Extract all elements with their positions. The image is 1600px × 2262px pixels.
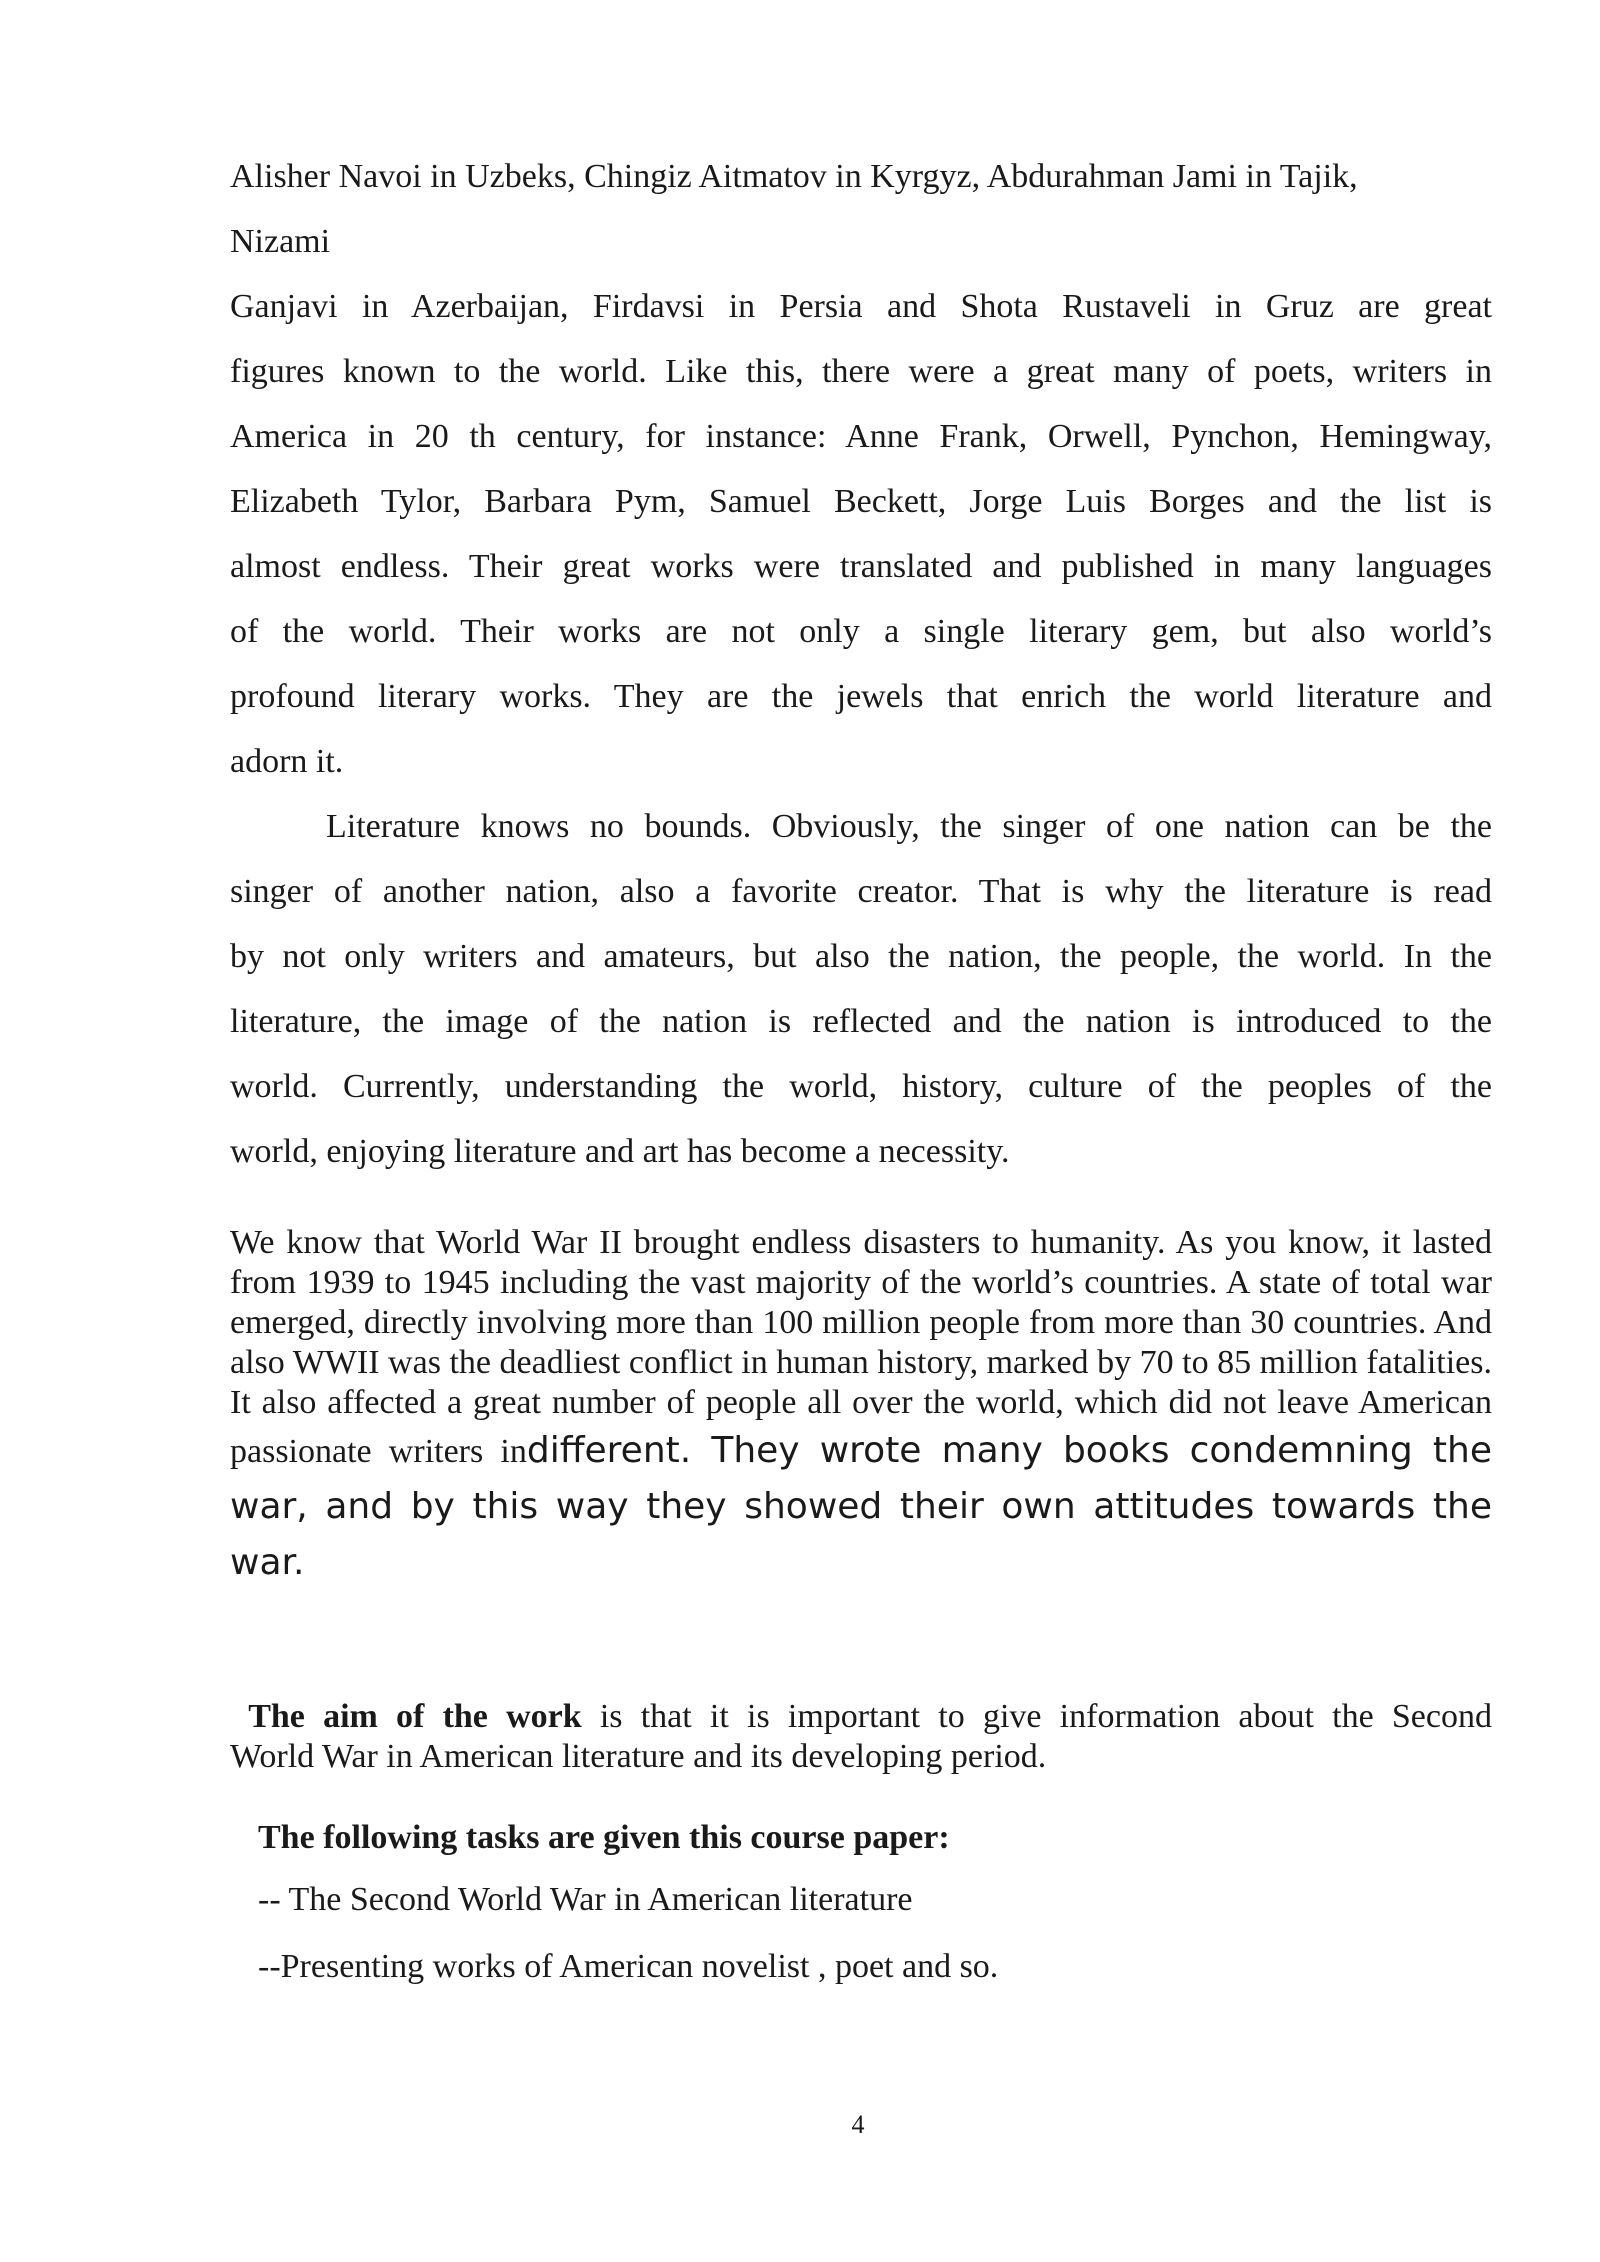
war-paragraph-serif-text: We know that World War II brought endless disasters to humanity. As you know, it lasted from 1939 to 1945 including the vast majority of the world’s countries. A state of total war emerged, directly involving more than 100 million people from more than 30 countries. And also WWII was the deadliest conflict in human history, marked by 70 to 85 million fatalities. It also affected a great number of people all over the world, which did not leave American passionate writers in — [230, 1224, 1492, 1470]
literature-line-3: by not only writers and amateurs, but also the nation, the people, the world. In the — [230, 938, 1492, 975]
intro-line-2: Nizami — [230, 223, 331, 260]
literature-line-6: world, enjoying literature and art has become a necessity. — [230, 1133, 1010, 1170]
intro-line-5: America in 20 th century, for instance: Anne Frank, Orwell, Pynchon, Hemingway, — [230, 418, 1492, 455]
aim-line-1 — [230, 1697, 1492, 1737]
tasks-heading: The following tasks are given this course paper: — [258, 1819, 950, 1856]
literature-line-5: world. Currently, understanding the world, history, culture of the peoples of the — [230, 1068, 1492, 1105]
intro-line-7: almost endless. Their great works were translated and published in many languages — [230, 548, 1492, 585]
intro-line-6: Elizabeth Tylor, Barbara Pym, Samuel Beckett, Jorge Luis Borges and the list is — [230, 483, 1492, 520]
page-number: 4 — [851, 2110, 865, 2139]
literature-line-4: literature, the image of the nation is reflected and the nation is introduced to the — [230, 1003, 1492, 1040]
intro-line-3: Ganjavi in Azerbaijan, Firdavsi in Persia and Shota Rustaveli in Gruz are great — [230, 288, 1492, 325]
intro-line-9: profound literary works. They are the jewels that enrich the world literature and — [230, 678, 1492, 715]
aim-heading: The aim of the work — [248, 1698, 582, 1735]
intro-line-4: figures known to the world. Like this, there were a great many of poets, writers in — [230, 353, 1492, 390]
aim-line-2: World War in American literature and its developing period. — [230, 1738, 1047, 1775]
intro-line-10: adorn it. — [230, 743, 344, 780]
aim-text: is that it is important to give information about the Second — [581, 1698, 1492, 1735]
literature-line-1: Literature knows no bounds. Obviously, the singer of one nation can be the — [326, 808, 1492, 845]
task-item-2: --Presenting works of American novelist , poet and so. — [258, 1948, 999, 1985]
intro-line-1: Alisher Navoi in Uzbeks, Chingiz Aitmatov in Kyrgyz, Abdurahman Jami in Tajik, — [230, 158, 1358, 195]
intro-line-8: of the world. Their works are not only a single literary gem, but also world’s — [230, 613, 1492, 650]
war-paragraph-sans-text: different. They wrote many books condemning the war, and by this way they showed their own attitudes towards the war. — [230, 1430, 1492, 1583]
aim-paragraph — [230, 1697, 1492, 1777]
literature-line-2: singer of another nation, also a favorite creator. That is why the literature is read — [230, 873, 1492, 910]
war-paragraph — [230, 1223, 1492, 1591]
task-item-1: -- The Second World War in American literature — [258, 1881, 913, 1918]
